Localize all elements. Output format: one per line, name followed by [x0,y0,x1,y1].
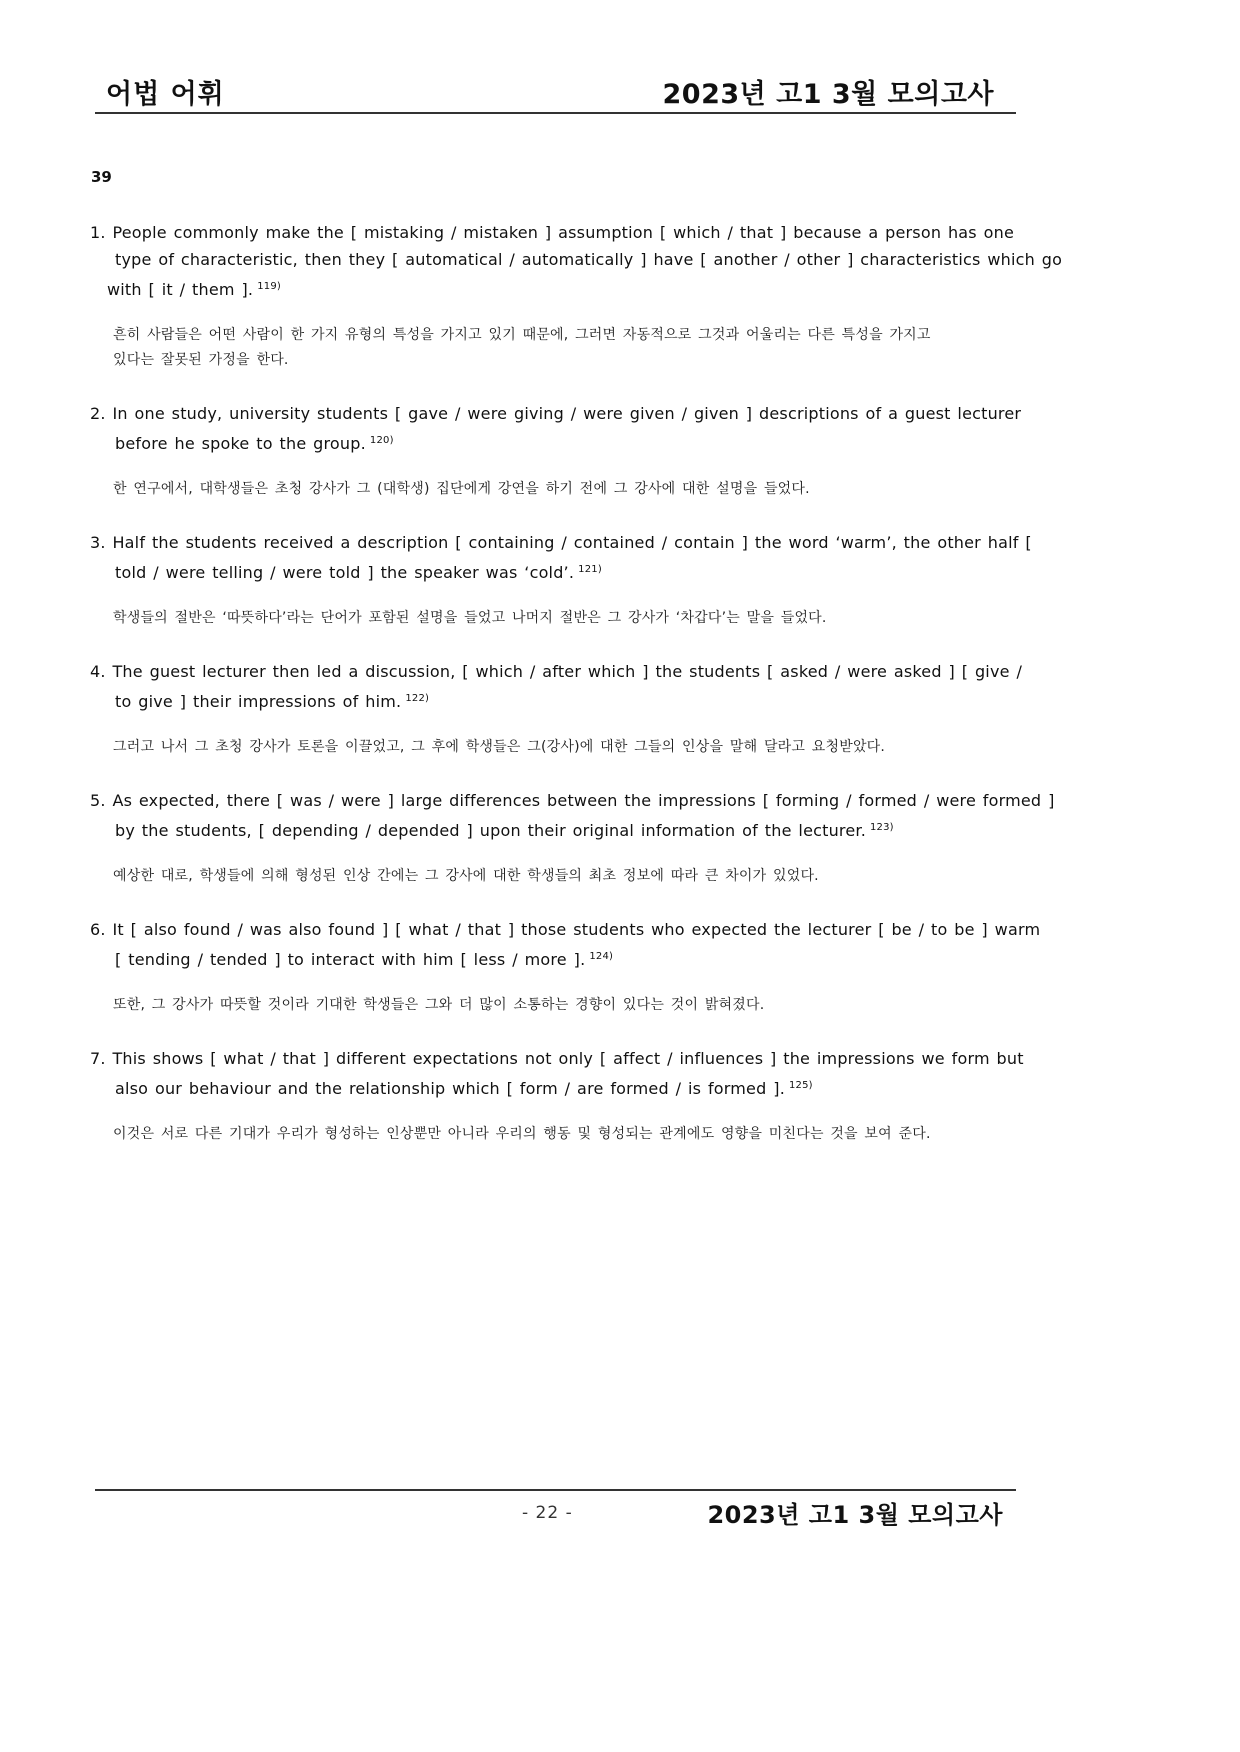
footnote-marker: 123) [869,822,894,833]
korean-translation: 흔히 사람들은 어떤 사람이 한 가지 유형의 특성을 가지고 있기 때문에, 그러면 자동적으로 그것과 어울리는 다른 특성을 가지고 있다는 잘못된 가정을 한다. [113,327,931,368]
korean-translation: 또한, 그 강사가 따뜻할 것이라 기대한 학생들은 그와 더 많이 소통하는 경향이 있다는 것이 밝혀졌다. [113,997,765,1013]
question-item-4 [90,658,1025,760]
footer-divider [95,1489,1016,1491]
korean-translation: 학생들의 절반은 ‘따뜻하다’라는 단어가 포함된 설명을 들었고 나머지 절반은 그 강사가 ‘차갑다’는 말을 들었다. [113,610,827,626]
question-items [90,219,1063,1147]
footnote-marker: 122) [405,693,430,704]
korean-translation: 한 연구에서, 대학생들은 초청 강사가 그 (대학생) 집단에게 강연을 하기 전에 그 강사에 대한 설명을 들었다. [113,481,810,497]
korean-translation: 이것은 서로 다른 기대가 우리가 형성하는 인상뿐만 아니라 우리의 행동 및 형성되는 관계에도 영향을 미친다는 것을 보여 준다. [113,1126,931,1142]
header-divider [95,112,1016,114]
question-item-3 [90,529,1032,631]
section-title: 어법 어휘 [106,79,225,110]
question-item-6 [90,916,1041,1018]
english-sentence: 1. People commonly make the [ mistaking / mistaken ] assumption [ which / that ] because a person has one type of characteristic, then they [ automatical / automatically ] have [ another / other ] characteristics which go with [ it / them ]. $^{119)}$ [90,223,1063,299]
footer-exam-title: 2023년 고1 3월 모의고사 [707,1501,1003,1529]
english-sentence: 6. It [ also found / was also found ] [ what / that ] those students who expected the lecturer [ be / to be ] warm [ tending / tended ] to interact with him [ less / more ]. $^{124)}$ [90,920,1041,969]
english-sentence: 4. The guest lecturer then led a discussion, [ which / after which ] the students [ asked / were asked ] [ give / to give ] their impressions of him. $^{122)}$ [90,662,1023,711]
footnote-marker: 121) [578,564,602,575]
footnote-marker: 125) [788,1080,813,1091]
english-sentence: 5. As expected, there [ was / were ] large differences between the impressions [ forming / formed / were formed ] by the students, [ depending / depended ] upon their original information of the lecturer. $^{123)}$ [90,791,1055,840]
question-number: 39 [91,168,112,186]
korean-translation: 예상한 대로, 학생들에 의해 형성된 인상 간에는 그 강사에 대한 학생들의 최초 정보에 따라 큰 차이가 있었다. [113,868,819,884]
exam-title: 2023년 고1 3월 모의고사 [662,79,994,110]
question-item-1 [90,219,1063,373]
english-sentence: 3. Half the students received a description [ containing / contained / contain ] the word ‘warm’, the other half [ told / were telling / were told ] the speaker was ‘cold’. $^{121)}$ [90,533,1032,582]
question-item-5 [90,787,1055,889]
page-number: - 22 - [522,1503,573,1523]
english-sentence: 2. In one study, university students [ gave / were giving / were given / given ] descriptions of a guest lecturer before he spoke to the group. $^{120)}$ [90,404,1022,453]
footnote-marker: 124) [589,951,614,962]
korean-translation: 그러고 나서 그 초청 강사가 토론을 이끌었고, 그 후에 학생들은 그(강사)에 대한 그들의 인상을 말해 달라고 요청받았다. [113,739,886,755]
footnote-marker: 119) [257,281,281,292]
question-item-7 [90,1045,1025,1147]
question-item-2 [90,400,1025,502]
footnote-marker: 120) [369,435,394,446]
english-sentence: 7. This shows [ what / that ] different expectations not only [ affect / influences ] the impressions we form but also our behaviour and the relationship which [ form / are formed / is formed ]. $^{125)}$ [90,1049,1024,1098]
